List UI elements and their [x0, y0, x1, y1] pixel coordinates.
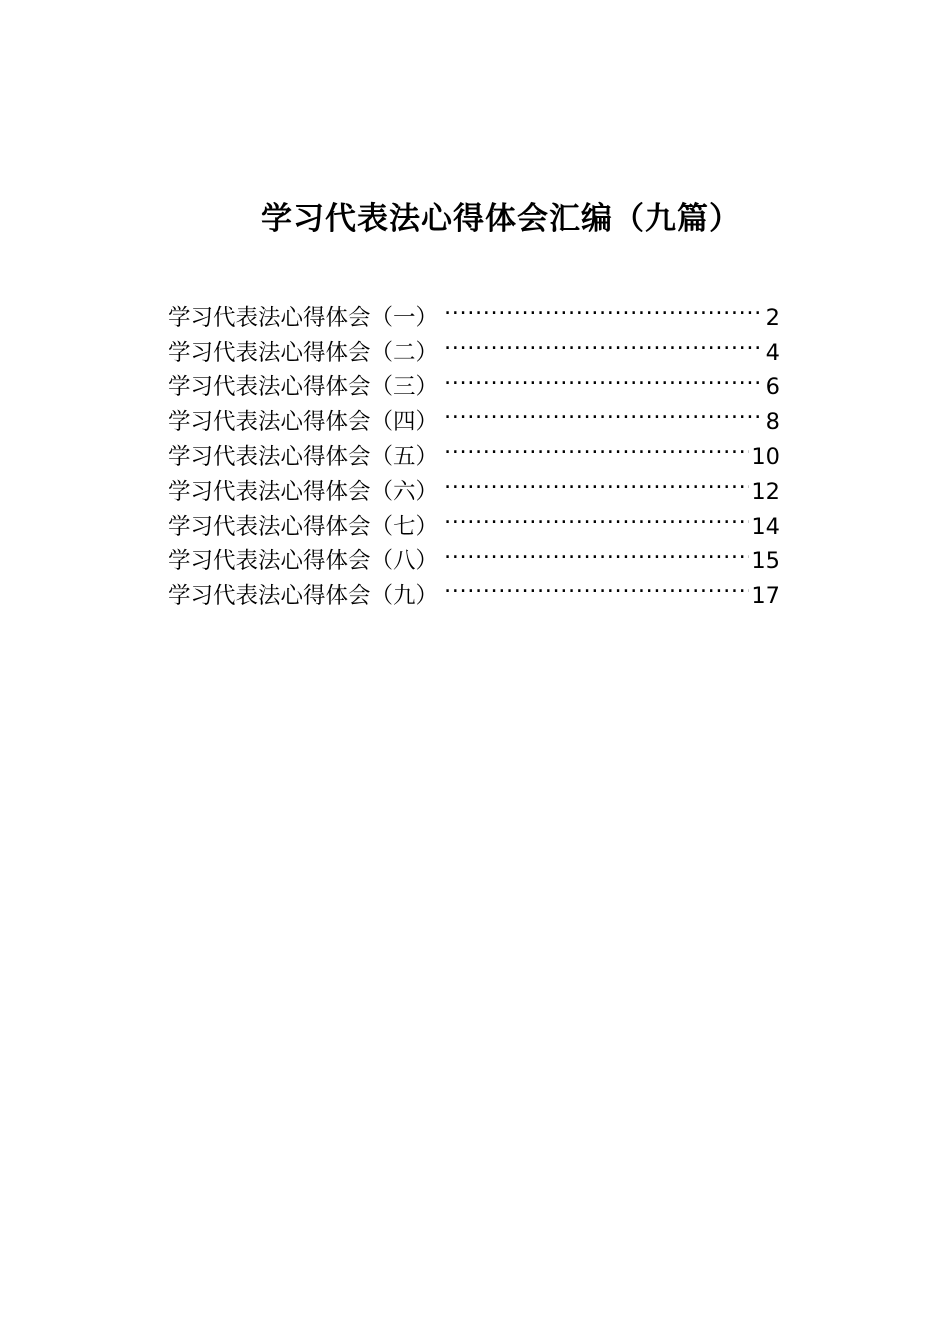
toc-entry-label: 学习代表法心得体会（三）	[168, 374, 439, 401]
toc-entry-1[interactable]	[168, 290, 780, 331]
toc-entry-label: 学习代表法心得体会（一）	[168, 304, 439, 331]
document-title: 学习代表法心得体会汇编（九篇）	[261, 201, 741, 237]
toc-page-number: 15	[751, 548, 780, 575]
toc-page-number: 12	[751, 478, 780, 505]
toc-entry-label: 学习代表法心得体会（六）	[168, 478, 439, 505]
toc-page-number: 2	[765, 304, 780, 331]
toc-entry-label: 学习代表法心得体会（九）	[168, 583, 439, 610]
toc-page-number: 6	[765, 374, 780, 401]
toc-page-number: 17	[751, 583, 780, 610]
toc-dot-leader	[444, 464, 749, 499]
toc-dot-leader	[444, 534, 749, 569]
toc-entry-label: 学习代表法心得体会（二）	[168, 339, 439, 366]
toc-entry-label: 学习代表法心得体会（五）	[168, 443, 439, 470]
toc-dot-leader	[444, 290, 764, 325]
toc-page-number: 8	[765, 409, 780, 436]
table-of-contents	[168, 290, 780, 610]
toc-dot-leader	[444, 360, 764, 395]
toc-dot-leader	[444, 429, 749, 464]
toc-dot-leader	[444, 325, 764, 360]
toc-page-number: 14	[751, 513, 780, 540]
toc-entry-label: 学习代表法心得体会（七）	[168, 513, 439, 540]
toc-page-number: 10	[751, 443, 780, 470]
toc-entry-label: 学习代表法心得体会（八）	[168, 548, 439, 575]
toc-dot-leader	[444, 499, 749, 534]
toc-entry-label: 学习代表法心得体会（四）	[168, 409, 439, 436]
toc-dot-leader	[444, 394, 764, 429]
toc-dot-leader	[444, 568, 749, 603]
toc-page-number: 4	[765, 339, 780, 366]
